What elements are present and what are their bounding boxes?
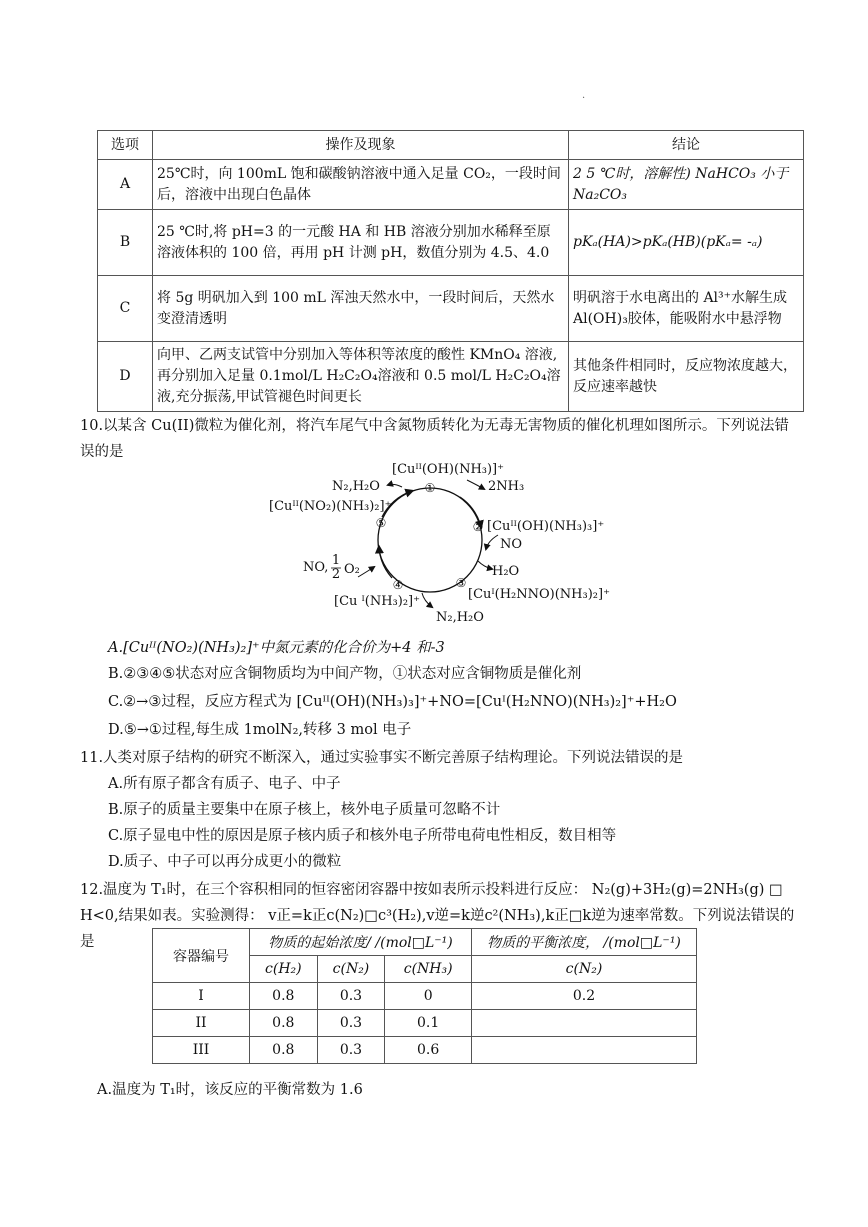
sub-c-n2-eq: c(N₂) — [472, 956, 697, 983]
q12-option-a: A.温度为 T₁时，该反应的平衡常数为 1.6 — [97, 1082, 363, 1098]
reagent-no: NO — [500, 537, 523, 552]
species-1: [Cuᴵᴵ(OH)(NH₃)]⁺ — [392, 462, 504, 477]
sub-c-n2: c(N₂) — [317, 956, 385, 983]
cell: 0.3 — [317, 983, 385, 1010]
state-2-label: ② — [472, 520, 484, 534]
cell: I — [153, 983, 250, 1010]
in-arrow-no — [486, 535, 498, 549]
product-n2-h2o-top: N₂,H₂O — [332, 479, 380, 494]
header-conclusion: 结论 — [569, 131, 804, 160]
reagent-no-o2-prefix: NO, — [303, 560, 329, 575]
cell: 0.3 — [317, 1037, 385, 1064]
q10-option-d: D.⑤→①过程,每生成 1molN₂,转移 3 mol 电子 — [108, 722, 412, 738]
cell: 0.8 — [250, 1037, 318, 1064]
cell — [472, 1010, 697, 1037]
q11-option-b: B.原子的质量主要集中在原子核上，核外电子质量可忽略不计 — [108, 802, 501, 818]
table-row — [98, 276, 804, 342]
row-conclusion: 2 5 ℃时，溶解性) NaHCO₃ 小于 Na₂CO₃ — [569, 160, 804, 210]
cell: 0.2 — [472, 983, 697, 1010]
half-fraction-numerator: 1 — [331, 553, 341, 568]
sub-c-h2: c(H₂) — [250, 956, 318, 983]
state-3-label: ③ — [455, 576, 467, 590]
row-conclusion: pKₐ(HA)>pKₐ(HB)(pKₐ= -ₐ) — [569, 210, 804, 276]
cell: 0.8 — [250, 1010, 318, 1037]
table-row — [98, 160, 804, 210]
q10-option-b: B.②③④⑤状态对应含铜物质均为中间产物，①状态对应含铜物质是催化剂 — [108, 666, 582, 682]
half-fraction-denominator: 2 — [331, 567, 341, 582]
q11-option-a: A.所有原子都含有质子、电子、中子 — [108, 776, 341, 792]
row-conclusion: 明矾溶于水电离出的 Al³⁺水解生成 Al(OH)₃胶体，能吸附水中悬浮物 — [569, 276, 804, 342]
question-11-stem: 11.人类对原子结构的研究不断深入，通过实验事实不断完善原子结构理论。下列说法错误的是 — [80, 750, 684, 766]
question-10-stem: 10.以某含 Cu(II)微粒为催化剂，将汽车尾气中含氮物质转化为无毒无害物质的催化机理如图所示。下列说法错误的是 — [80, 418, 789, 460]
row-operation: 25 ℃时,将 pH=3 的一元酸 HA 和 HB 溶液分别加水稀释至原溶液体积的 100 倍，再用 pH 计测 pH，数值分别为 4.5、4.0 — [153, 210, 569, 276]
table-row — [153, 1037, 697, 1064]
table-row — [98, 210, 804, 276]
row-option: D — [98, 342, 153, 412]
sub-c-nh3: c(NH₃) — [385, 956, 472, 983]
experiment-table — [97, 130, 804, 412]
q10-option-a: A.[Cuᴵᴵ(NO₂)(NH₃)₂]⁺中氮元素的化合价为+4 和-3 — [108, 640, 445, 656]
header-equilibrium: 物质的平衡浓度， /(mol□L⁻¹) — [472, 929, 697, 956]
species-2: [Cuᴵᴵ(OH)(NH₃)₃]⁺ — [487, 519, 605, 534]
row-conclusion: 其他条件相同时，反应物浓度越大，反应速率越快 — [569, 342, 804, 412]
table-row — [153, 1010, 697, 1037]
row-operation: 25℃时，向 100mL 饱和碳酸钠溶液中通入足量 CO₂，一段时间后，溶液中出现白色晶体 — [153, 160, 569, 210]
table-header-row — [98, 131, 804, 160]
equilibrium-table — [152, 928, 697, 1064]
state-1-label: ① — [424, 481, 436, 495]
cell: 0.1 — [385, 1010, 472, 1037]
out-arrow-top — [388, 484, 402, 487]
product-n2-h2o-bottom: N₂,H₂O — [436, 610, 484, 625]
species-5: [Cuᴵᴵ(NO₂)(NH₃)₂]⁺ — [269, 499, 392, 514]
question-12-stem: 12.温度为 T₁时，在三个容积相同的恒容密闭容器中按如表所示投料进行反应： N₂(g)+3H₂(g)=2NH₃(g) □ H<0,结果如表。实验测得： v正=k正c(N₂)□c³(H₂),v逆=k逆c²(NH₃),k正□k逆为速率常数。下列说法错误的是 — [80, 882, 795, 950]
cell: 0 — [385, 983, 472, 1010]
out-arrow-h2o — [478, 561, 492, 569]
q11-option-d: D.质子、中子可以再分成更小的微粒 — [108, 854, 342, 870]
cell: 0.3 — [317, 1010, 385, 1037]
cell: II — [153, 1010, 250, 1037]
state-4-label: ④ — [392, 578, 404, 592]
header-initial: 物质的起始浓度/ /(mol□L⁻¹) — [250, 929, 472, 956]
state-5-label: ⑤ — [375, 516, 387, 530]
row-option: A — [98, 160, 153, 210]
q10-option-c: C.②→③过程，反应方程式为 [Cuᴵᴵ(OH)(NH₃)₃]⁺+NO=[Cuᴵ(H₂NNO)(NH₃)₂]⁺+H₂O — [108, 694, 677, 710]
row-option: B — [98, 210, 153, 276]
cycle-circle — [375, 488, 482, 592]
in-arrow-nh3 — [467, 480, 484, 489]
reagent-2nh3: 2NH₃ — [488, 479, 525, 494]
in-arrow-no-o2 — [358, 567, 374, 577]
header-operation: 操作及现象 — [153, 131, 569, 160]
q11-option-c: C.原子显电中性的原因是原子核内质子和核外电子所带电荷电性相反，数目相等 — [108, 828, 617, 844]
species-3: [Cuᴵ(H₂NNO)(NH₃)₂]⁺ — [468, 587, 610, 602]
cell: 0.6 — [385, 1037, 472, 1064]
product-h2o: H₂O — [492, 564, 520, 579]
species-4: [Cu ᴵ(NH₃)₂]⁺ — [334, 594, 420, 609]
row-option: C — [98, 276, 153, 342]
header-option: 选项 — [98, 131, 153, 160]
cell: 0.8 — [250, 983, 318, 1010]
row-operation: 将 5g 明矾加入到 100 mL 浑浊天然水中，一段时间后，天然水变澄清透明 — [153, 276, 569, 342]
table-row — [153, 983, 697, 1010]
cell — [472, 1037, 697, 1064]
table-header-row — [153, 929, 697, 956]
row-operation: 向甲、乙两支试管中分别加入等体积等浓度的酸性 KMnO₄ 溶液,再分别加入足量 0.1mol/L H₂C₂O₄溶液和 0.5 mol/L H₂C₂O₄溶液,充分振荡,甲试管褪色时间更长 — [153, 342, 569, 412]
header-container: 容器编号 — [153, 929, 250, 983]
catalytic-cycle-diagram — [262, 455, 622, 635]
top-mark: · — [582, 93, 586, 104]
reagent-o2: O₂ — [344, 562, 360, 577]
out-arrow-n2h2o — [422, 593, 432, 607]
table-row — [98, 342, 804, 412]
cell: III — [153, 1037, 250, 1064]
